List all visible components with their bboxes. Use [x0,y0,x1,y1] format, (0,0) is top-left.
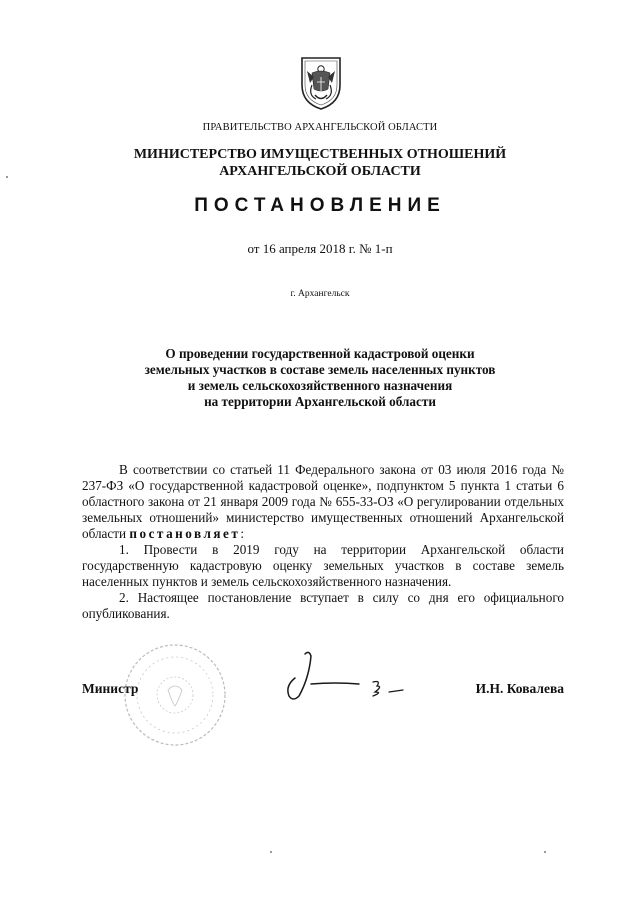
scan-speck [270,851,272,853]
government-heading: ПРАВИТЕЛЬСТВО АРХАНГЕЛЬСКОЙ ОБЛАСТИ [202,122,438,133]
signatory-title: Министр [82,681,139,696]
document-subject [80,346,560,410]
subject-line-2: земельных участков в составе земель населенных пунктов [144,362,496,377]
scan-speck [544,851,546,853]
date-and-number: от 16 апреля 2018 г. № 1-п [247,241,393,256]
decree-colon: : [240,526,245,541]
ministry-heading [0,146,640,180]
ministry-line-1: МИНИСТЕРСТВО ИМУЩЕСТВЕННЫХ ОТНОШЕНИЙ [133,147,507,162]
item-2-paragraph: 2. Настоящее постановление вступает в силу со дня его официального опубликования. [82,590,564,621]
item-1-paragraph: 1. Провести в 2019 году на территории Архангельской области государственную кадастровую оценку земельных участков в составе земель населенных пунктов и земель сельскохозяйственного назначения. [82,542,564,589]
preamble-text: В соответствии со статьей 11 Федерального закона от 03 июля 2016 года № 237-ФЗ «О государственной кадастровой оценке», подпунктом 5 пункта 1 статьи 6 областного закона от 21 января 2009 года № 655-33-ОЗ «О регулировании отдельных земельных отношений» министерство имущественных отношений Архангельской области [82,462,564,541]
handwritten-signature-icon [265,648,415,708]
subject-line-3: и земель сельскохозяйственного назначения [187,378,453,393]
signatory-name: И.Н. Ковалева [475,681,564,696]
subject-line-4: на территории Архангельской области [204,394,436,409]
subject-line-1: О проведении государственной кадастровой оценки [165,346,475,361]
city-line: г. Архангельск [290,289,350,299]
document-body [82,462,564,622]
preamble-paragraph [82,462,564,542]
decree-word: постановляет [129,526,241,541]
arkhangelsk-coat-of-arms-icon [298,55,344,111]
document-type-title: ПОСТАНОВЛЕНИЕ [194,195,446,216]
scan-speck [6,176,8,178]
ministry-line-2: АРХАНГЕЛЬСКОЙ ОБЛАСТИ [219,164,421,179]
